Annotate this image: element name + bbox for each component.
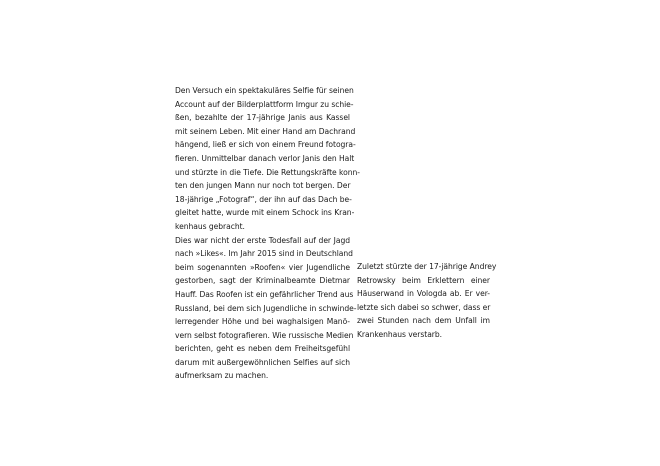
text-line: Krankenhaus verstarb. bbox=[357, 329, 443, 339]
text-line: Hauff. Das Roofen ist ein gefährlicher Trend aus bbox=[175, 289, 354, 299]
text-line: berichten, geht es neben dem Freiheitsgefühl bbox=[175, 344, 350, 354]
text-line: gleitet hatte, wurde mit einem Schock ins Kran- bbox=[175, 208, 355, 218]
text-line: aufmerksam zu machen. bbox=[175, 371, 269, 381]
text-line: Den Versuch ein spektakuläres Selfie für seinen bbox=[175, 86, 354, 95]
text-line: lerregender Höhe und bei waghalsigen Manö- bbox=[175, 317, 350, 327]
paragraph-roofen-trend bbox=[175, 234, 357, 384]
text-line: Häuserwand in Vologda ab. Er ver- bbox=[357, 289, 490, 299]
text-line: Russland, bei dem sich Jugendliche in schwinde- bbox=[175, 303, 357, 313]
text-line: fieren. Unmittelbar danach verlor Janis den Halt bbox=[175, 153, 355, 163]
text-line: gestorben, sagt der Kriminalbeamte Dietmar bbox=[175, 276, 350, 286]
text-line: Account auf der Bilderplattform Imgur zu schie- bbox=[175, 99, 354, 109]
text-line: vern selbst fotografieren. Wie russische Medien bbox=[175, 330, 354, 340]
text-line: letzte sich dabei so schwer, dass er bbox=[357, 302, 491, 312]
paragraph-vologda-accident bbox=[357, 260, 497, 342]
paragraph-selfie-accident bbox=[175, 84, 360, 234]
text-line: darum mit außergewöhnlichen Selfies auf sich bbox=[175, 357, 350, 367]
text-line: ten den jungen Mann nur noch tot bergen. Der bbox=[175, 181, 351, 191]
text-line: ßen, bezahlte der 17-jährige Janis aus Kassel bbox=[175, 113, 350, 123]
text-line: 18-jährige „Fotograf“, der ihn auf das Dach be- bbox=[175, 194, 352, 204]
text-line: kenhaus gebracht. bbox=[175, 221, 245, 231]
main-text-column bbox=[175, 84, 360, 383]
text-line: mit seinem Leben. Mit einer Hand am Dachrand bbox=[175, 126, 356, 136]
text-line: hängend, ließ er sich von einem Freund fotogra- bbox=[175, 140, 356, 150]
text-line: Zuletzt stürzte der 17-jährige Andrey bbox=[357, 262, 497, 271]
text-line: Dies war nicht der erste Todesfall auf der Jagd bbox=[175, 235, 350, 245]
side-text-column bbox=[357, 260, 497, 342]
text-line: und stürzte in die Tiefe. Die Rettungskräfte konn- bbox=[175, 167, 360, 177]
text-line: Retrowsky beim Erklettern einer bbox=[357, 275, 490, 285]
text-line: beim sogenannten »Roofen« vier Jugendliche bbox=[175, 262, 350, 272]
text-line: nach »Likes«. Im Jahr 2015 sind in Deutschland bbox=[175, 249, 353, 259]
text-line: zwei Stunden nach dem Unfall im bbox=[357, 316, 490, 326]
